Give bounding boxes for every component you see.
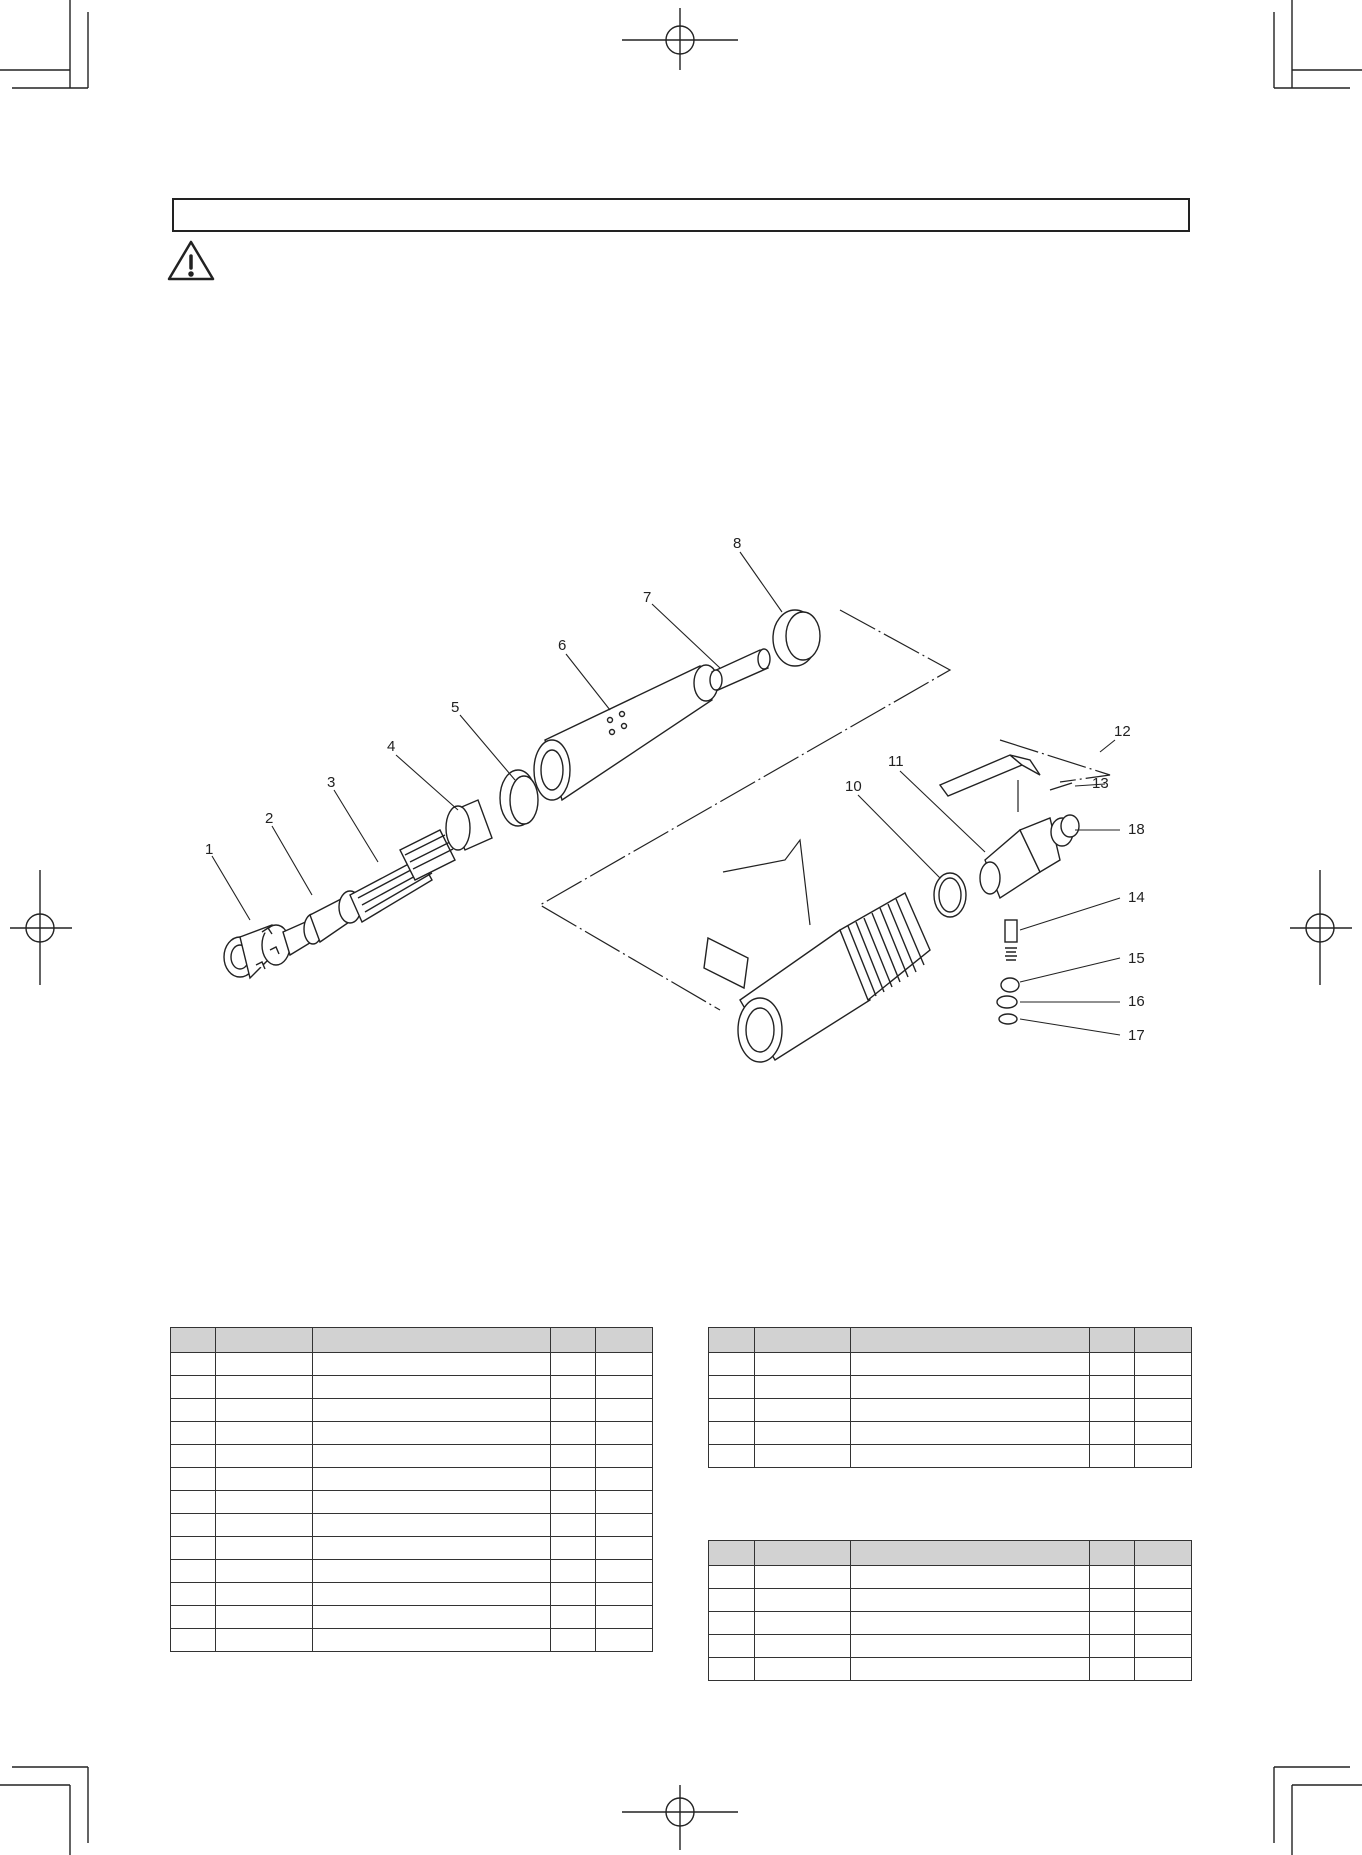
parts-table-secondary-top — [708, 1327, 1192, 1468]
crop-mark-top-left — [0, 0, 88, 88]
table-row — [171, 1560, 653, 1583]
table-cell — [216, 1468, 313, 1491]
table-cell — [755, 1399, 851, 1422]
callout-2: 2 — [265, 810, 274, 827]
crop-mark-bottom-left — [0, 1767, 88, 1855]
parts-table-main — [170, 1327, 653, 1652]
table-row — [171, 1468, 653, 1491]
table-cell — [216, 1445, 313, 1468]
table-cell — [1090, 1353, 1135, 1376]
table-cell — [313, 1537, 551, 1560]
callout-6: 6 — [558, 637, 567, 654]
part-18-nut — [1051, 815, 1079, 846]
header-cell — [596, 1328, 653, 1353]
table-cell — [851, 1658, 1090, 1681]
table-cell — [171, 1422, 216, 1445]
callout-12: 12 — [1114, 723, 1131, 740]
table-cell — [596, 1468, 653, 1491]
callout-15: 15 — [1128, 950, 1145, 967]
header-cell — [851, 1541, 1090, 1566]
callout-16: 16 — [1128, 993, 1145, 1010]
table-cell — [851, 1566, 1090, 1589]
callout-4: 4 — [387, 738, 396, 755]
table-cell — [709, 1635, 755, 1658]
part-6-housing — [534, 665, 718, 800]
part-4-cup — [446, 800, 492, 850]
table-cell — [1135, 1658, 1192, 1681]
table-row — [709, 1589, 1192, 1612]
table-row — [709, 1376, 1192, 1399]
table-cell — [1135, 1589, 1192, 1612]
table-cell — [596, 1560, 653, 1583]
table-cell — [171, 1629, 216, 1652]
table-row — [171, 1629, 653, 1652]
part-1-chuck — [224, 925, 290, 978]
table-cell — [596, 1422, 653, 1445]
table-cell — [551, 1422, 596, 1445]
table-header-row — [171, 1328, 653, 1353]
table-cell — [709, 1353, 755, 1376]
table-cell — [551, 1629, 596, 1652]
callout-18: 18 — [1128, 821, 1145, 838]
header-cell — [1090, 1328, 1135, 1353]
table-cell — [1135, 1445, 1192, 1468]
table-row — [709, 1635, 1192, 1658]
table-cell — [1090, 1376, 1135, 1399]
table-row — [171, 1445, 653, 1468]
callout-3: 3 — [327, 774, 336, 791]
table-cell — [313, 1445, 551, 1468]
registration-mark-bottom — [622, 1785, 738, 1850]
table-cell — [171, 1583, 216, 1606]
table-cell — [709, 1445, 755, 1468]
callout-8: 8 — [733, 535, 742, 552]
table-cell — [216, 1399, 313, 1422]
table-cell — [216, 1583, 313, 1606]
table-cell — [171, 1606, 216, 1629]
table-row — [171, 1514, 653, 1537]
table-cell — [313, 1353, 551, 1376]
table-cell — [313, 1514, 551, 1537]
table-cell — [216, 1514, 313, 1537]
table-cell — [596, 1606, 653, 1629]
table-cell — [851, 1376, 1090, 1399]
table-cell — [551, 1353, 596, 1376]
table-cell — [313, 1606, 551, 1629]
callout-7: 7 — [643, 589, 652, 606]
table-row — [171, 1353, 653, 1376]
table-cell — [551, 1537, 596, 1560]
table-row — [709, 1658, 1192, 1681]
table-cell — [709, 1399, 755, 1422]
table-cell — [596, 1629, 653, 1652]
parts-table-secondary-bottom — [708, 1540, 1192, 1681]
part-15-seat — [1001, 978, 1019, 992]
table-cell — [596, 1537, 653, 1560]
table-cell — [313, 1629, 551, 1652]
table-row — [171, 1583, 653, 1606]
table-cell — [216, 1422, 313, 1445]
table-row — [709, 1422, 1192, 1445]
table-cell — [216, 1560, 313, 1583]
table-cell — [596, 1583, 653, 1606]
header-cell — [551, 1328, 596, 1353]
table-cell — [313, 1468, 551, 1491]
table-cell — [1090, 1422, 1135, 1445]
callout-1: 1 — [205, 841, 214, 858]
table-cell — [596, 1491, 653, 1514]
table-cell — [1090, 1658, 1135, 1681]
table-cell — [755, 1353, 851, 1376]
table-row — [171, 1537, 653, 1560]
table-cell — [709, 1376, 755, 1399]
table-row — [709, 1399, 1192, 1422]
table-cell — [313, 1560, 551, 1583]
table-cell — [709, 1658, 755, 1681]
table-cell — [171, 1560, 216, 1583]
table-header-row — [709, 1328, 1192, 1353]
table-cell — [709, 1589, 755, 1612]
table-cell — [216, 1537, 313, 1560]
table-row — [171, 1606, 653, 1629]
part-12-lever — [940, 755, 1072, 796]
table-cell — [216, 1376, 313, 1399]
part-16-oring — [997, 996, 1017, 1008]
table-cell — [851, 1353, 1090, 1376]
table-cell — [313, 1491, 551, 1514]
table-cell — [755, 1445, 851, 1468]
table-cell — [551, 1560, 596, 1583]
table-cell — [709, 1612, 755, 1635]
table-cell — [709, 1422, 755, 1445]
table-cell — [216, 1353, 313, 1376]
table-row — [709, 1353, 1192, 1376]
table-cell — [851, 1612, 1090, 1635]
table-cell — [551, 1514, 596, 1537]
table-cell — [171, 1445, 216, 1468]
part-10-oring — [934, 873, 966, 917]
table-cell — [171, 1468, 216, 1491]
table-cell — [216, 1491, 313, 1514]
table-cell — [1135, 1376, 1192, 1399]
header-cell — [1135, 1541, 1192, 1566]
table-cell — [551, 1583, 596, 1606]
callout-5: 5 — [451, 699, 460, 716]
part-17-washer — [999, 1014, 1017, 1024]
table-row — [171, 1422, 653, 1445]
header-cell — [851, 1328, 1090, 1353]
table-cell — [1090, 1445, 1135, 1468]
table-cell — [1090, 1612, 1135, 1635]
table-cell — [1090, 1635, 1135, 1658]
part-5-ring — [500, 770, 538, 826]
table-cell — [851, 1589, 1090, 1612]
table-row — [709, 1566, 1192, 1589]
table-cell — [551, 1606, 596, 1629]
callout-14: 14 — [1128, 889, 1145, 906]
table-cell — [596, 1353, 653, 1376]
part-11-valve-body — [980, 818, 1060, 898]
part-2-spindle — [283, 891, 361, 955]
table-cell — [851, 1399, 1090, 1422]
table-cell — [1135, 1399, 1192, 1422]
table-row — [171, 1399, 653, 1422]
table-cell — [755, 1612, 851, 1635]
table-cell — [551, 1491, 596, 1514]
header-cell — [709, 1328, 755, 1353]
part-14-stem — [1005, 920, 1017, 960]
callout-13: 13 — [1092, 775, 1109, 792]
table-cell — [596, 1399, 653, 1422]
part-7-valve-pin — [710, 649, 770, 690]
table-cell — [216, 1606, 313, 1629]
table-cell — [1135, 1566, 1192, 1589]
table-cell — [851, 1422, 1090, 1445]
table-row — [709, 1612, 1192, 1635]
table-cell — [171, 1376, 216, 1399]
crop-mark-bottom-right — [1274, 1767, 1362, 1855]
registration-mark-top — [622, 8, 738, 70]
table-cell — [551, 1445, 596, 1468]
crop-mark-top-right — [1274, 0, 1362, 88]
part-8-ring — [773, 610, 820, 666]
table-cell — [596, 1376, 653, 1399]
table-cell — [1090, 1566, 1135, 1589]
section-title-bar — [172, 198, 1190, 232]
table-cell — [755, 1566, 851, 1589]
table-cell — [1135, 1612, 1192, 1635]
header-cell — [755, 1328, 851, 1353]
table-cell — [216, 1629, 313, 1652]
warning-text — [224, 258, 1184, 282]
table-cell — [851, 1635, 1090, 1658]
header-cell — [1090, 1541, 1135, 1566]
table-row — [171, 1491, 653, 1514]
part-3-rotor — [350, 830, 455, 922]
table-cell — [171, 1491, 216, 1514]
table-cell — [171, 1514, 216, 1537]
table-cell — [755, 1422, 851, 1445]
callout-17: 17 — [1128, 1027, 1145, 1044]
table-cell — [1090, 1399, 1135, 1422]
header-cell — [171, 1328, 216, 1353]
header-cell — [313, 1328, 551, 1353]
table-cell — [313, 1376, 551, 1399]
table-cell — [709, 1566, 755, 1589]
table-cell — [596, 1445, 653, 1468]
table-cell — [755, 1589, 851, 1612]
callout-10: 10 — [845, 778, 862, 795]
table-row — [709, 1445, 1192, 1468]
table-cell — [851, 1445, 1090, 1468]
table-cell — [313, 1583, 551, 1606]
table-cell — [551, 1376, 596, 1399]
table-cell — [755, 1376, 851, 1399]
table-cell — [171, 1537, 216, 1560]
table-cell — [1135, 1422, 1192, 1445]
table-cell — [596, 1514, 653, 1537]
part-grip-handle — [704, 893, 930, 1062]
table-cell — [313, 1422, 551, 1445]
header-cell — [755, 1541, 851, 1566]
table-cell — [171, 1399, 216, 1422]
warning-triangle-icon — [169, 242, 213, 279]
table-header-row — [709, 1541, 1192, 1566]
table-cell — [1135, 1635, 1192, 1658]
header-cell — [709, 1541, 755, 1566]
table-cell — [755, 1658, 851, 1681]
registration-mark-right — [1290, 870, 1352, 985]
header-cell — [216, 1328, 313, 1353]
table-cell — [551, 1399, 596, 1422]
table-cell — [1135, 1353, 1192, 1376]
table-cell — [551, 1468, 596, 1491]
table-cell — [755, 1635, 851, 1658]
header-cell — [1135, 1328, 1192, 1353]
registration-mark-left — [10, 870, 72, 985]
table-cell — [1090, 1589, 1135, 1612]
table-row — [171, 1376, 653, 1399]
table-cell — [313, 1399, 551, 1422]
callout-11: 11 — [888, 753, 904, 770]
table-cell — [171, 1353, 216, 1376]
